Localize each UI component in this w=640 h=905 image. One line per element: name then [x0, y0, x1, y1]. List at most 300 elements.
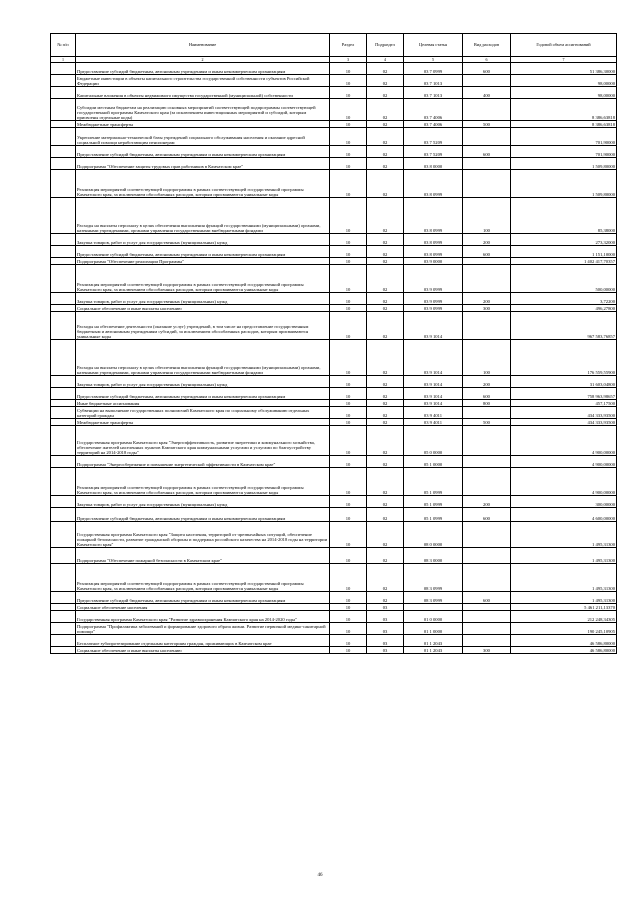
cell-amount: 1 402 417,70357: [511, 258, 617, 265]
header-col-index: 6: [463, 57, 511, 63]
cell-razdel: 10: [330, 496, 367, 508]
cell-name: Расходы на выплаты персоналу в целях обеспечения выполнения функций государственными (муниципальными) органами, казенными учреждениями, органами управления государственными внебюджетными фондами: [76, 198, 330, 234]
cell-name: Подпрограмма "Обеспечение реализации Программы": [76, 258, 330, 265]
cell-number: [51, 99, 76, 121]
table-row: [51, 87, 617, 99]
cell-name: Реализация мероприятий соответствующей подпрограммы в рамках соответствующей государственной программы Камчатского края, за исключением обособленных расходов, которым присваиваются уникальные коды: [76, 170, 330, 198]
cell-target-article: 03 9 4011: [404, 419, 463, 426]
cell-number: [51, 340, 76, 376]
cell-target-article: 03 9 0999: [404, 265, 463, 293]
cell-razdel: 10: [330, 376, 367, 388]
cell-razdel: 10: [330, 426, 367, 456]
table-row: [51, 604, 617, 611]
table-row: [51, 170, 617, 198]
cell-razdel: 10: [330, 312, 367, 340]
table-row: [51, 426, 617, 456]
cell-podrazdel: 02: [367, 234, 404, 246]
cell-name: Закупка товаров, работ и услуг для государственных (муниципальных) нужд: [76, 293, 330, 305]
cell-target-article: 03 7 0999: [404, 63, 463, 75]
cell-target-article: 05 1 0999: [404, 508, 463, 522]
cell-podrazdel: 02: [367, 63, 404, 75]
header-annual-amount: Годовой объем ассигнований: [511, 34, 617, 57]
cell-name: Закупка товаров, работ и услуг для государственных (муниципальных) нужд: [76, 234, 330, 246]
cell-amount: 758 963,98657: [511, 388, 617, 400]
cell-razdel: 10: [330, 128, 367, 146]
cell-amount: 51 386,30000: [511, 63, 617, 75]
cell-number: [51, 419, 76, 426]
cell-razdel: 10: [330, 522, 367, 548]
cell-target-article: 03 7 4006: [404, 99, 463, 121]
cell-number: [51, 293, 76, 305]
cell-target-article: 03 8 0000: [404, 158, 463, 170]
cell-podrazdel: 02: [367, 258, 404, 265]
cell-number: [51, 623, 76, 635]
table-row: [51, 564, 617, 592]
cell-podrazdel: 02: [367, 305, 404, 312]
cell-expense-type: 100: [463, 340, 511, 376]
cell-target-article: 03 7 4006: [404, 121, 463, 128]
cell-number: [51, 265, 76, 293]
cell-expense-type: [463, 522, 511, 548]
cell-podrazdel: 03: [367, 647, 404, 654]
table-row: [51, 258, 617, 265]
cell-name: Бесплатное зубопротезирование отдельным категориям граждан, проживающих в Камчатском крае: [76, 635, 330, 647]
table-row: [51, 293, 617, 305]
cell-podrazdel: 02: [367, 121, 404, 128]
cell-target-article: 05 1 0999: [404, 468, 463, 496]
cell-amount: 434 333,93500: [511, 407, 617, 419]
cell-target-article: 03 7 5209: [404, 146, 463, 158]
cell-expense-type: [463, 426, 511, 456]
cell-expense-type: 500: [463, 419, 511, 426]
cell-name: Реализация мероприятий соответствующей подпрограммы в рамках соответствующей государственной программы Камчатского края, за исключением обособленных расходов, которым присваиваются уникальные коды: [76, 265, 330, 293]
cell-name: Государственная программа Камчатского края "Развитие здравоохранения Камчатского края на 2014-2020 годы": [76, 611, 330, 623]
table-row: [51, 635, 617, 647]
header-expense-type: Вид расходов: [463, 34, 511, 57]
table-row: [51, 234, 617, 246]
budget-allocation-table: [50, 33, 617, 654]
cell-amount: 46 586,80000: [511, 635, 617, 647]
cell-number: [51, 258, 76, 265]
cell-amount: 1 495,31300: [511, 564, 617, 592]
cell-amount: 967 583,76857: [511, 312, 617, 340]
cell-expense-type: [463, 623, 511, 635]
cell-name: Расходы на выплаты персоналу в целях обеспечения выполнения функций государственными (муниципальными) органами, казенными учреждениями, органами управления государственными внебюджетными фондами: [76, 340, 330, 376]
cell-amount: 8 386,63818: [511, 99, 617, 121]
cell-razdel: 10: [330, 419, 367, 426]
cell-razdel: 10: [330, 623, 367, 635]
cell-expense-type: [463, 265, 511, 293]
cell-number: [51, 312, 76, 340]
cell-expense-type: 200: [463, 376, 511, 388]
cell-amount: 98,00000: [511, 75, 617, 87]
table-row: [51, 508, 617, 522]
cell-number: [51, 388, 76, 400]
cell-number: [51, 128, 76, 146]
table-row: [51, 312, 617, 340]
table-row: [51, 158, 617, 170]
cell-name: Межбюджетные трансферты: [76, 419, 330, 426]
cell-expense-type: 500: [463, 121, 511, 128]
cell-amount: 4 900,00000: [511, 426, 617, 456]
cell-expense-type: 600: [463, 508, 511, 522]
cell-expense-type: 300: [463, 305, 511, 312]
header-col-index: 4: [367, 57, 404, 63]
cell-amount: 31 603,04800: [511, 376, 617, 388]
header-row: [51, 34, 617, 57]
cell-expense-type: [463, 158, 511, 170]
table-row: [51, 376, 617, 388]
cell-expense-type: 600: [463, 63, 511, 75]
cell-razdel: 10: [330, 170, 367, 198]
cell-podrazdel: 02: [367, 407, 404, 419]
cell-amount: 3,72200: [511, 293, 617, 305]
cell-number: [51, 508, 76, 522]
cell-name: Социальное обеспечение и иные выплаты населению: [76, 647, 330, 654]
cell-expense-type: [463, 548, 511, 564]
header-name: Наименование: [76, 34, 330, 57]
cell-name: Реализация мероприятий соответствующей подпрограммы в рамках соответствующей государственной программы Камчатского края, за исключением обособленных расходов, которым присваиваются уникальные коды: [76, 468, 330, 496]
cell-razdel: 10: [330, 75, 367, 87]
cell-number: [51, 635, 76, 647]
cell-expense-type: [463, 312, 511, 340]
cell-podrazdel: 02: [367, 426, 404, 456]
cell-podrazdel: 02: [367, 312, 404, 340]
cell-name: Укрепление материально-технической базы учреждений социального обслуживания населения и оказание адресной социальной помощи неработающим пенсионерам: [76, 128, 330, 146]
cell-number: [51, 611, 76, 623]
cell-podrazdel: 03: [367, 604, 404, 611]
cell-name: Предоставление субсидий бюджетным, автономным учреждениям и иным некоммерческим организациям: [76, 63, 330, 75]
table-row: [51, 99, 617, 121]
page-number: 46: [317, 873, 323, 878]
cell-expense-type: [463, 75, 511, 87]
cell-expense-type: 100: [463, 198, 511, 234]
table-row: [51, 400, 617, 407]
cell-razdel: 10: [330, 99, 367, 121]
cell-target-article: 03 7 1013: [404, 75, 463, 87]
cell-amount: 4 900,00000: [511, 468, 617, 496]
cell-name: Предоставление субсидий бюджетным, автономным учреждениям и иным некоммерческим организациям: [76, 246, 330, 258]
cell-podrazdel: 02: [367, 388, 404, 400]
cell-target-article: 05 1 0999: [404, 496, 463, 508]
cell-podrazdel: 02: [367, 456, 404, 468]
table-row: [51, 419, 617, 426]
table-row: [51, 456, 617, 468]
cell-name: Субвенции на выполнение государственных полномочий Камчатского края по социальному обслуживанию отдельных категорий граждан: [76, 407, 330, 419]
cell-name: Подпрограмма "Энергосбережение и повышение энергетической эффективности в Камчатском крае": [76, 456, 330, 468]
cell-number: [51, 548, 76, 564]
cell-name: Закупка товаров, работ и услуг для государственных (муниципальных) нужд: [76, 376, 330, 388]
cell-amount: 457,17500: [511, 400, 617, 407]
cell-podrazdel: 02: [367, 340, 404, 376]
cell-amount: 496,27800: [511, 305, 617, 312]
cell-razdel: 10: [330, 635, 367, 647]
cell-number: [51, 400, 76, 407]
cell-expense-type: 200: [463, 234, 511, 246]
cell-target-article: 03 7 5209: [404, 128, 463, 146]
cell-podrazdel: 03: [367, 623, 404, 635]
cell-razdel: 10: [330, 293, 367, 305]
cell-number: [51, 234, 76, 246]
cell-target-article: 03 9 1014: [404, 376, 463, 388]
cell-razdel: 10: [330, 388, 367, 400]
cell-number: [51, 376, 76, 388]
cell-razdel: 10: [330, 592, 367, 604]
table-row: [51, 468, 617, 496]
cell-target-article: 03 9 4011: [404, 407, 463, 419]
cell-razdel: 10: [330, 468, 367, 496]
cell-podrazdel: 02: [367, 419, 404, 426]
cell-target-article: 03 8 0999: [404, 170, 463, 198]
cell-target-article: 03 9 0999: [404, 293, 463, 305]
cell-podrazdel: 03: [367, 611, 404, 623]
cell-expense-type: [463, 407, 511, 419]
cell-name: Предоставление субсидий бюджетным, автономным учреждениям и иным некоммерческим организациям: [76, 592, 330, 604]
cell-target-article: 01 0 0000: [404, 611, 463, 623]
cell-amount: 176 559,55900: [511, 340, 617, 376]
cell-name: Капитальные вложения в объекты недвижимого имущества государственной (муниципальной) собственности: [76, 87, 330, 99]
cell-podrazdel: 02: [367, 496, 404, 508]
cell-podrazdel: 02: [367, 468, 404, 496]
cell-amount: 5 461 211,13370: [511, 604, 617, 611]
cell-podrazdel: 02: [367, 128, 404, 146]
header-razdel: Раздел: [330, 34, 367, 57]
cell-amount: 4 900,00000: [511, 456, 617, 468]
cell-podrazdel: 02: [367, 548, 404, 564]
table-body: [51, 63, 617, 654]
cell-name: Иные бюджетные ассигнования: [76, 400, 330, 407]
cell-target-article: 01 1 2043: [404, 635, 463, 647]
cell-expense-type: 800: [463, 400, 511, 407]
cell-target-article: 08 0 0000: [404, 522, 463, 548]
cell-number: [51, 468, 76, 496]
cell-target-article: 01 1 0000: [404, 623, 463, 635]
cell-razdel: 10: [330, 611, 367, 623]
cell-podrazdel: 02: [367, 265, 404, 293]
table-row: [51, 146, 617, 158]
cell-name: Субсидии местным бюджетам на реализацию основных мероприятий соответствующей подпрограммы соответствующей государственной программы Камчатского края (за исключением инвестиционных мероприятий и субсидий, которым присвоены отдельные коды): [76, 99, 330, 121]
table-row: [51, 496, 617, 508]
header-col-index: 2: [76, 57, 330, 63]
cell-target-article: 05 1 0000: [404, 456, 463, 468]
cell-amount: 701,90000: [511, 146, 617, 158]
table-row: [51, 647, 617, 654]
cell-number: [51, 158, 76, 170]
cell-razdel: 10: [330, 234, 367, 246]
cell-expense-type: 600: [463, 146, 511, 158]
cell-razdel: 10: [330, 87, 367, 99]
cell-number: [51, 522, 76, 548]
cell-expense-type: 300: [463, 647, 511, 654]
cell-expense-type: 400: [463, 87, 511, 99]
cell-podrazdel: 02: [367, 99, 404, 121]
cell-expense-type: [463, 635, 511, 647]
cell-razdel: 10: [330, 63, 367, 75]
header-col-index: 7: [511, 57, 617, 63]
cell-target-article: 08 3 0000: [404, 548, 463, 564]
cell-amount: 8 386,63818: [511, 121, 617, 128]
cell-number: [51, 63, 76, 75]
cell-name: Подпрограмма "Профилактика заболеваний и формирование здорового образа жизни. Развитие первичной медико-санитарной помощи": [76, 623, 330, 635]
cell-target-article: 03 8 0999: [404, 234, 463, 246]
cell-razdel: 10: [330, 400, 367, 407]
cell-expense-type: [463, 456, 511, 468]
cell-amount: 500,00000: [511, 265, 617, 293]
cell-razdel: 10: [330, 121, 367, 128]
cell-razdel: 10: [330, 407, 367, 419]
cell-name: Социальное обеспечение населения: [76, 604, 330, 611]
cell-name: Государственная программа Камчатского края "Энергоэффективность, развитие энергетики и коммунального хозьяйства, обеспечение жителей населенных пунктов Камчатского края коммунальными услугами и услугами по благоустройству территорий на 2014-2018 годы": [76, 426, 330, 456]
cell-target-article: 01 1 2043: [404, 647, 463, 654]
table-row: [51, 592, 617, 604]
cell-expense-type: 600: [463, 246, 511, 258]
cell-target-article: 05 0 0000: [404, 426, 463, 456]
cell-razdel: 10: [330, 158, 367, 170]
header-col-index: 5: [404, 57, 463, 63]
cell-amount: 85,38000: [511, 198, 617, 234]
cell-number: [51, 407, 76, 419]
cell-target-article: 03 7 1013: [404, 87, 463, 99]
cell-podrazdel: 02: [367, 170, 404, 198]
cell-number: [51, 592, 76, 604]
cell-expense-type: [463, 99, 511, 121]
cell-razdel: 10: [330, 647, 367, 654]
cell-number: [51, 146, 76, 158]
cell-name: Предоставление субсидий бюджетным, автономным учреждениям и иным некоммерческим организациям: [76, 388, 330, 400]
cell-razdel: 10: [330, 548, 367, 564]
cell-amount: 46 586,80000: [511, 647, 617, 654]
cell-name: Расходы на обеспечение деятельности (оказание услуг) учреждений, в том числе на предоставление государственным бюджетным и автономным учреждениям субсидий, за исключением обособленных расходов, которым присваиваются уникальные коды: [76, 312, 330, 340]
cell-podrazdel: 02: [367, 508, 404, 522]
cell-podrazdel: 02: [367, 522, 404, 548]
cell-podrazdel: 02: [367, 376, 404, 388]
cell-amount: 1 495,31300: [511, 592, 617, 604]
cell-name: Реализация мероприятий соответствующей подпрограммы в рамках соответствующей государственной программы Камчатского края, за исключением обособленных расходов, которым присваиваются уникальные коды: [76, 564, 330, 592]
table-row: [51, 623, 617, 635]
cell-number: [51, 87, 76, 99]
cell-amount: 1 509,80000: [511, 158, 617, 170]
table-row: [51, 388, 617, 400]
cell-number: [51, 246, 76, 258]
cell-number: [51, 121, 76, 128]
cell-amount: 273,32000: [511, 234, 617, 246]
table-row: [51, 198, 617, 234]
cell-razdel: 10: [330, 258, 367, 265]
cell-number: [51, 170, 76, 198]
cell-target-article: 08 3 0999: [404, 564, 463, 592]
cell-razdel: 10: [330, 340, 367, 376]
cell-target-article: 03 9 1014: [404, 312, 463, 340]
cell-razdel: 10: [330, 198, 367, 234]
header-podrazdel: Подраздел: [367, 34, 404, 57]
table-row: [51, 128, 617, 146]
cell-name: Межбюджетные трансферты: [76, 121, 330, 128]
cell-name: Государственная программа Камчатского края "Защита населения, территорий от чрезвычайных ситуаций, обеспечение пожарной безопасности, развитие гражданской обороны и поддержка российского казачества на 2014-2018 годы на территории Камчатского края": [76, 522, 330, 548]
cell-amount: 1 151,10000: [511, 246, 617, 258]
table-row: [51, 265, 617, 293]
cell-amount: 1 495,31300: [511, 548, 617, 564]
cell-number: [51, 496, 76, 508]
table-row: [51, 63, 617, 75]
table-row: [51, 548, 617, 564]
cell-razdel: 10: [330, 508, 367, 522]
cell-name: Подпрограмма "Обеспечение защиты трудовых прав работников в Камчатском крае": [76, 158, 330, 170]
cell-amount: 1 495,31300: [511, 522, 617, 548]
cell-podrazdel: 02: [367, 146, 404, 158]
table-row: [51, 522, 617, 548]
cell-name: Бюджетные инвестиции в объекты капитального строительства государственной собственности субъектов Российской Федерации: [76, 75, 330, 87]
cell-name: Закупка товаров, работ и услуг для государственных (муниципальных) нужд: [76, 496, 330, 508]
cell-expense-type: [463, 258, 511, 265]
cell-target-article: 03 9 0999: [404, 305, 463, 312]
cell-target-article: 03 8 0999: [404, 198, 463, 234]
cell-number: [51, 604, 76, 611]
cell-expense-type: [463, 611, 511, 623]
header-col-index: 3: [330, 57, 367, 63]
budget-table-sheet: [50, 33, 616, 654]
cell-expense-type: [463, 468, 511, 496]
cell-razdel: 10: [330, 305, 367, 312]
cell-target-article: 03 9 1014: [404, 340, 463, 376]
cell-amount: 98,00000: [511, 87, 617, 99]
cell-amount: 1 509,80000: [511, 170, 617, 198]
cell-razdel: 10: [330, 604, 367, 611]
cell-expense-type: [463, 170, 511, 198]
header-number: № п/п: [51, 34, 76, 57]
cell-number: [51, 75, 76, 87]
cell-razdel: 10: [330, 246, 367, 258]
table-row: [51, 407, 617, 419]
cell-expense-type: [463, 128, 511, 146]
cell-number: [51, 305, 76, 312]
cell-number: [51, 456, 76, 468]
cell-amount: 190 245,10905: [511, 623, 617, 635]
header-col-index: 1: [51, 57, 76, 63]
cell-target-article: 03 9 0000: [404, 258, 463, 265]
cell-razdel: 10: [330, 456, 367, 468]
table-row: [51, 611, 617, 623]
cell-name: Предоставление субсидий бюджетным, автономным учреждениям и иным некоммерческим организациям: [76, 146, 330, 158]
cell-podrazdel: 02: [367, 75, 404, 87]
cell-amount: 434 333,93500: [511, 419, 617, 426]
table-row: [51, 246, 617, 258]
cell-podrazdel: 02: [367, 564, 404, 592]
cell-target-article: 03 9 1014: [404, 400, 463, 407]
cell-podrazdel: 02: [367, 87, 404, 99]
cell-podrazdel: 03: [367, 635, 404, 647]
cell-razdel: 10: [330, 146, 367, 158]
cell-expense-type: 200: [463, 293, 511, 305]
table-row: [51, 340, 617, 376]
cell-name: Социальное обеспечение и иные выплаты населению: [76, 305, 330, 312]
cell-razdel: 10: [330, 564, 367, 592]
cell-razdel: 10: [330, 265, 367, 293]
table-row: [51, 75, 617, 87]
cell-number: [51, 198, 76, 234]
cell-expense-type: 600: [463, 592, 511, 604]
cell-podrazdel: 02: [367, 592, 404, 604]
cell-name: Подпрограмма "Обеспечение пожарной безопасности в Камчатском крае": [76, 548, 330, 564]
cell-target-article: 03 8 0999: [404, 246, 463, 258]
cell-number: [51, 647, 76, 654]
cell-expense-type: [463, 564, 511, 592]
cell-podrazdel: 02: [367, 400, 404, 407]
cell-amount: 300,00000: [511, 496, 617, 508]
table-row: [51, 121, 617, 128]
cell-target-article: 08 3 0999: [404, 592, 463, 604]
cell-expense-type: 200: [463, 496, 511, 508]
cell-amount: 212 248,34305: [511, 611, 617, 623]
